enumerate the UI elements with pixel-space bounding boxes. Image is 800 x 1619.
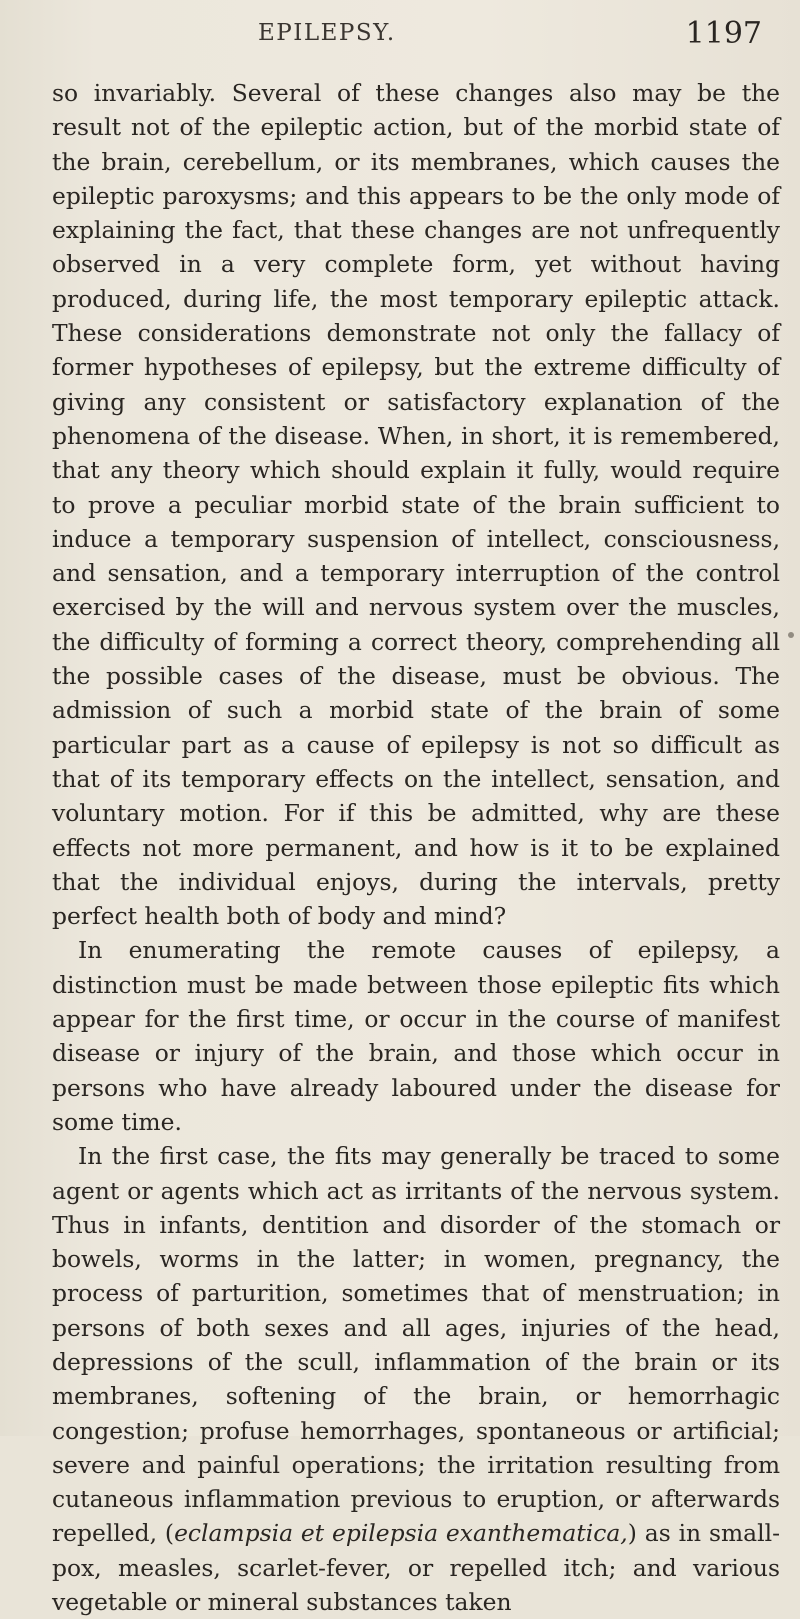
running-head: EPILEPSY. (258, 20, 396, 46)
page-number: 1197 (685, 16, 762, 51)
paragraph (52, 933, 780, 1139)
paragraph-text: ) as in small-pox, measles, scarlet-fever, or repelled itch; and various vegetable or mineral substances taken (52, 1519, 780, 1617)
body-text (52, 76, 780, 1619)
italic-latin-term: eclampsia et epilepsia exanthematica, (174, 1519, 628, 1548)
page-header (0, 16, 800, 62)
paragraph-text: so invariably. Several of these changes also may be the result not of the epileptic action, but of the morbid state of the brain, cerebellum, or its membranes, which causes the epileptic paroxysms; and this appears to be the only mode of explaining the fact, that these changes are not unfrequently observed in a very complete form, yet without having produced, during life, the most temporary epileptic attack. These considerations demonstrate not only the fallacy of former hypotheses of epilepsy, but the extreme difficulty of giving any consistent or satisfactory explanation of the phenomena of the disease. When, in short, it is remembered, that any theory which should explain it fully, would require to prove a peculiar morbid state of the brain sufficient to induce a temporary suspension of intellect, consciousness, and sensation, and a temporary interruption of the control exercised by the will and nervous system over the muscles, the difficulty of forming a correct theory, comprehending all the possible cases of the disease, must be obvious. The admission of such a morbid state of the brain of some particular part as a cause of epilepsy is not so difficult as that of its temporary effects on the intellect, sensation, and voluntary motion. For if this be admitted, why are these effects not more permanent, and how is it to be explained that the individual enjoys, during the intervals, pretty perfect health both of body and mind? (52, 79, 780, 931)
paragraph (52, 1139, 780, 1619)
paper-speck (788, 632, 794, 638)
paragraph (52, 76, 780, 933)
paragraph-text: In enumerating the remote causes of epilepsy, a distinction must be made between those epileptic fits which appear for the first time, or occur in the course of manifest disease or injury of the brain, and those which occur in persons who have already laboured under the disease for some time. (52, 936, 780, 1136)
paragraph-text: In the first case, the fits may generally be traced to some agent or agents which act as irritants of the nervous system. Thus in infants, dentition and disorder of the stomach or bowels, worms in the latter; in women, pregnancy, the process of parturition, sometimes that of menstruation; in persons of both sexes and all ages, injuries of the head, depressions of the scull, inflammation of the brain or its membranes, softening of the brain, or hemorrhagic congestion; profuse hemorrhages, spontaneous or artificial; severe and painful operations; the irritation resulting from cutaneous inflammation previous to eruption, or afterwards repelled, ( (52, 1142, 780, 1548)
